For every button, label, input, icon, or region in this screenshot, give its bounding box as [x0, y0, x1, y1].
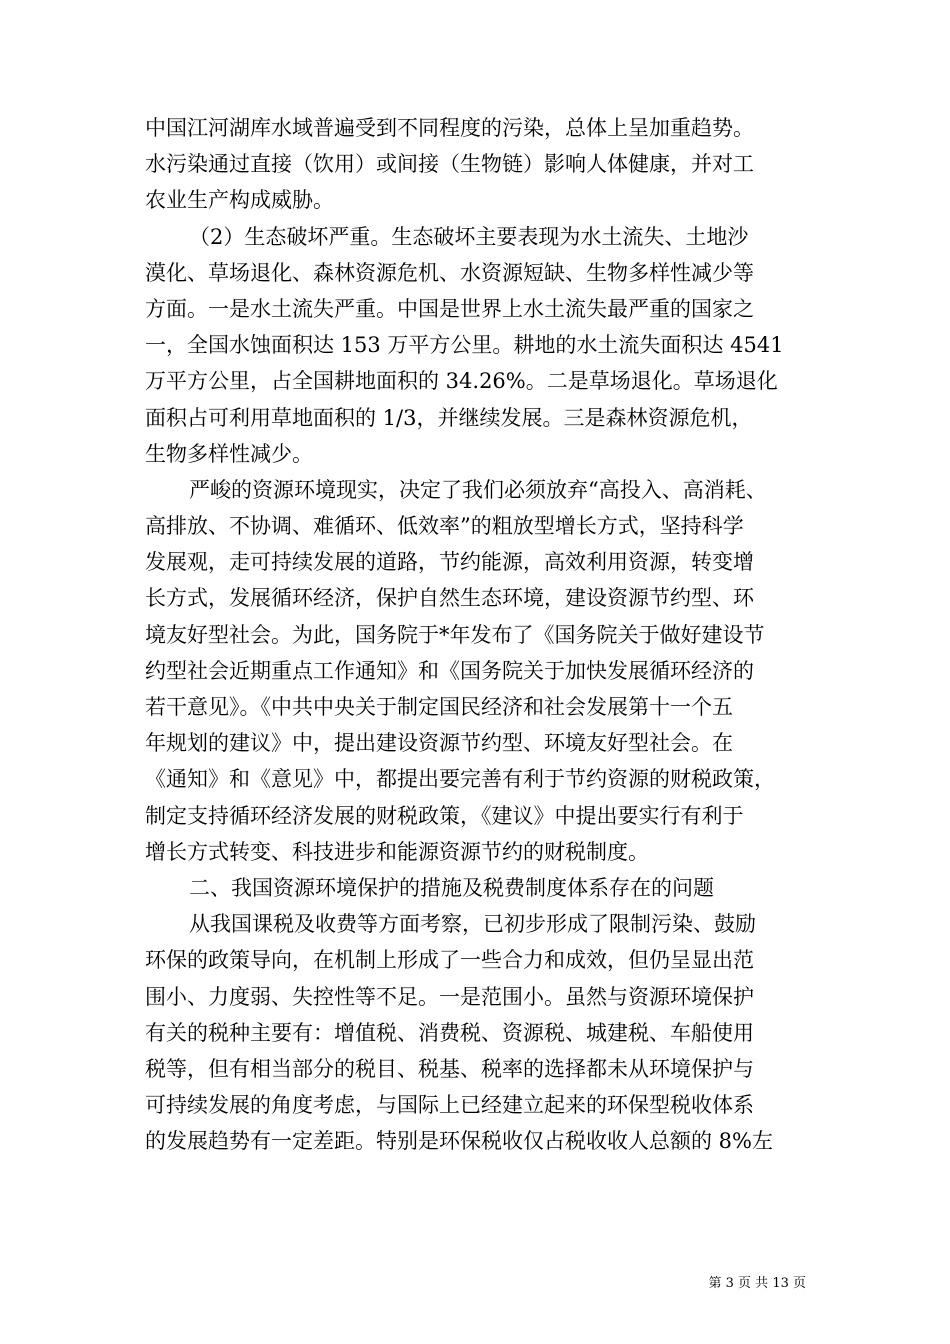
- text-line: 水污染通过直接（饮用）或间接（生物链）影响人体健康，并对工: [145, 152, 754, 177]
- text-line: 若干意见》。《中共中央关于制定国民经济和社会发展第十一个五: [145, 695, 733, 719]
- text-line: 严峻的资源环境现实，决定了我们必须放弃“高投入、高消耗、: [189, 477, 767, 502]
- text-line: 围小、力度弱、失控性等不足。一是范围小。虽然与资源环境保护: [145, 984, 754, 1009]
- text-line: 税等，但有相当部分的税目、税基、税率的选择都未从环境保护与: [145, 1056, 754, 1081]
- text-line: 的发展趋势有一定差距。特别是环保税收仅占税收收人总额的 8%左: [145, 1129, 773, 1154]
- text-line: 《通知》和《意见》中，都提出要完善有利于节约资源的财税政策，: [145, 767, 775, 792]
- text-line: 约型社会近期重点工作通知》和《国务院关于加快发展循环经济的: [145, 658, 754, 683]
- text-line: 二、我国资源环境保护的措施及税费制度体系存在的问题: [189, 875, 714, 900]
- text-line: 制定支持循环经济发展的财税政策，《建议》中提出要实行有利于: [145, 803, 744, 828]
- text-line: （2）生态破坏严重。生态破坏主要表现为水土流失、土地沙: [189, 224, 749, 249]
- text-line: 有关的税种主要有：增值税、消费税、资源税、城建税、车船使用: [145, 1020, 754, 1045]
- text-line: 高排放、不协调、难循环、低效率”的粗放型增长方式，坚持科学: [145, 514, 744, 539]
- text-line: 面积占可利用草地面积的 1/3，并继续发展。三是森林资源危机，: [145, 405, 753, 430]
- text-line: 万平方公里，占全国耕地面积的 34.26%。二是草场退化。草场退化: [145, 369, 778, 394]
- text-line: 环保的政策导向，在机制上形成了一些合力和成效，但仍呈显出范: [145, 948, 754, 973]
- text-line: 方面。一是水土流失严重。中国是世界上水土流失最严重的国家之: [145, 296, 754, 321]
- text-line: 从我国课税及收费等方面考察，已初步形成了限制污染、鼓励: [189, 912, 756, 937]
- document-body: [145, 118, 807, 1167]
- text-line: 中国江河湖库水域普遍受到不同程度的污染，总体上呈加重趋势。: [145, 116, 754, 140]
- text-line: 一，全国水蚀面积达 153 万平方公里。耕地的水土流失面积达 4541: [145, 333, 784, 358]
- text-line: 可持续发展的角度考虑，与国际上已经建立起来的环保型税收体系: [145, 1093, 754, 1118]
- text-line: 生物多样性减少。: [145, 441, 313, 466]
- text-line: 年规划的建议》中，提出建设资源节约型、环境友好型社会。在: [145, 731, 733, 756]
- page-number: 第 3 页 共 13 页: [708, 1276, 806, 1291]
- text-line: 增长方式转变、科技进步和能源资源节约的财税制度。: [145, 839, 649, 864]
- text-line: 长方式，发展循环经济，保护自然生态环境，建设资源节约型、环: [145, 586, 754, 611]
- text-line: 农业生产构成威胁。: [145, 188, 334, 213]
- text-line: 境友好型社会。为此，国务院于*年发布了《国务院关于做好建设节: [145, 622, 765, 647]
- text-line: 漠化、草场退化、森林资源危机、水资源短缺、生物多样性减少等: [145, 260, 754, 285]
- text-line: 发展观，走可持续发展的道路，节约能源，高效利用资源，转变增: [145, 550, 754, 575]
